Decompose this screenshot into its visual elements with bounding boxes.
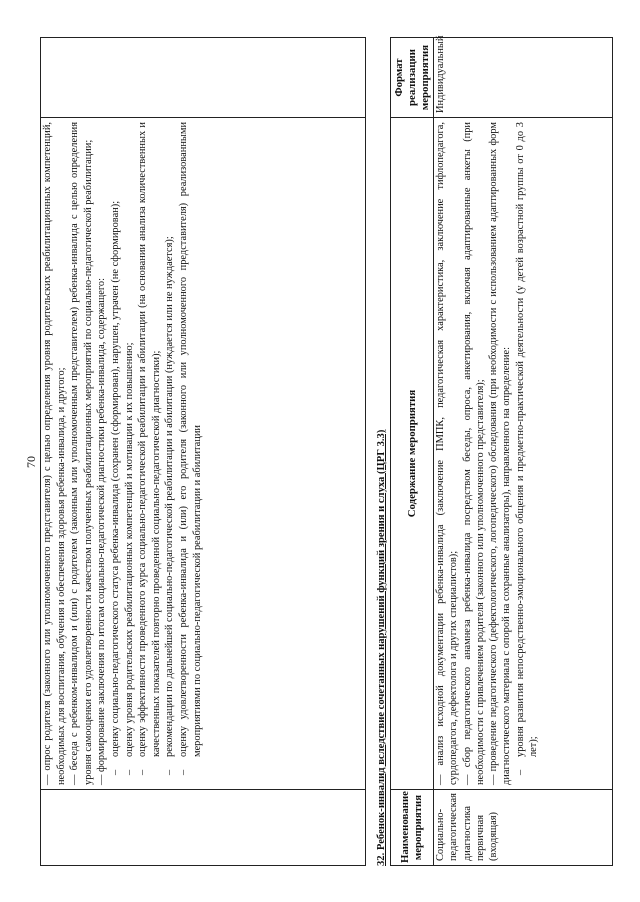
continuation-table [40,37,366,866]
content-paragraph: — анализ исходной документации ребенка-инвалида (заключение ПМПК, педагогическая характеристика, заключение тифлопедагога, сурдопедагога, дефектолога и других специалистов); [435,122,460,785]
column-header-content: Содержание мероприятия [391,118,434,790]
section-heading: 32. Ребенок-инвалид вследствие сочетанных нарушений функций зрения и слуха (ЦРГ 3.3) [376,429,387,866]
table-row [434,38,613,866]
dash-marker: – [164,769,176,775]
column-header-name: Наименование мероприятия [391,790,434,866]
dash-marker: – [177,769,189,775]
list-item: – рекомендации по дальнейшей социально-педагогической реабилитации и абилитации (нуждается или не нуждается); [164,236,176,775]
continuation-content-cell [41,118,366,790]
list-item: – оценку удовлетворенности ребенка-инвалида и (или) его родителя (законного или уполномоченного представителя) реализованными мероприятиями по социально-педагогической реабилитации и абилитации [177,122,203,775]
dash-marker: – [514,769,526,775]
continuation-name-cell [41,790,366,866]
measure-content [434,118,613,790]
content-paragraph: — беседа с ребенком-инвалидом и (или) с родителем (законным или уполномоченным представителем) ребенка-инвалида с целью определения уровня самооценки его удовлетворенности качеством полученных реабилитационных мероприятий по социально-педагогической реабилитации; [69,122,94,785]
list-item: – оценку уровня родительских реабилитационных компетенций и мотивации к их повышению; [123,342,135,775]
list-item: – оценку социально-педагогического статуса ребенка-инвалида (сохранен (сформирован), нарушен, утрачен (не сформирован); [109,200,121,775]
list-item: – уровня развития непосредственно-эмоционального общения и предметно-практической деятельности (у детей возрастной группы от 0 до 3 лет); [514,122,540,775]
content-paragraph: — сбор педагогического анамнеза ребенка-инвалида посредством беседы, опроса, анкетирования, включая адаптированные анкеты (при необходимости с привлечением родителя (законного или уполномоченного представителя); [461,122,486,785]
table-header-row [391,38,434,866]
measures-table [390,37,613,866]
content-paragraph: — опрос родителя (законного или уполномоченного представителя) с целью определения уровня родительских реабилитационных компетенций, необходимых для воспитания, обучения и обеспечения здоровья ребенка-инвалида, и другого; [42,122,67,785]
measure-name: Социально-педагогическая диагностика первичная (входящая) [434,790,613,866]
dash-marker: – [137,769,149,775]
list-item: – оценку эффективности проведенного курса социально-педагогической реабилитации и абилитации (на основании анализа количественных и качественных показателей повторно проведенной социально-педагогической диагностики); [137,122,162,775]
continuation-format-cell [41,38,366,118]
dash-marker: – [109,769,121,775]
content-paragraph: — формирование заключения по итогам социально-педагогической диагностики ребенка-инвалида, содержащего: [96,278,108,785]
dash-marker: – [123,769,135,775]
page-number: 70 [24,456,38,468]
measure-format: Индивидуальный [434,38,613,118]
content-paragraph: — проведение педагогического (дефектологического, логопедического) обследования (при необходимости с использованием адаптированных форм диагностического материала с опорой на сохранные анализаторы), направленного на определение: [488,122,513,785]
column-header-format: Формат реализации мероприятия [391,38,434,118]
